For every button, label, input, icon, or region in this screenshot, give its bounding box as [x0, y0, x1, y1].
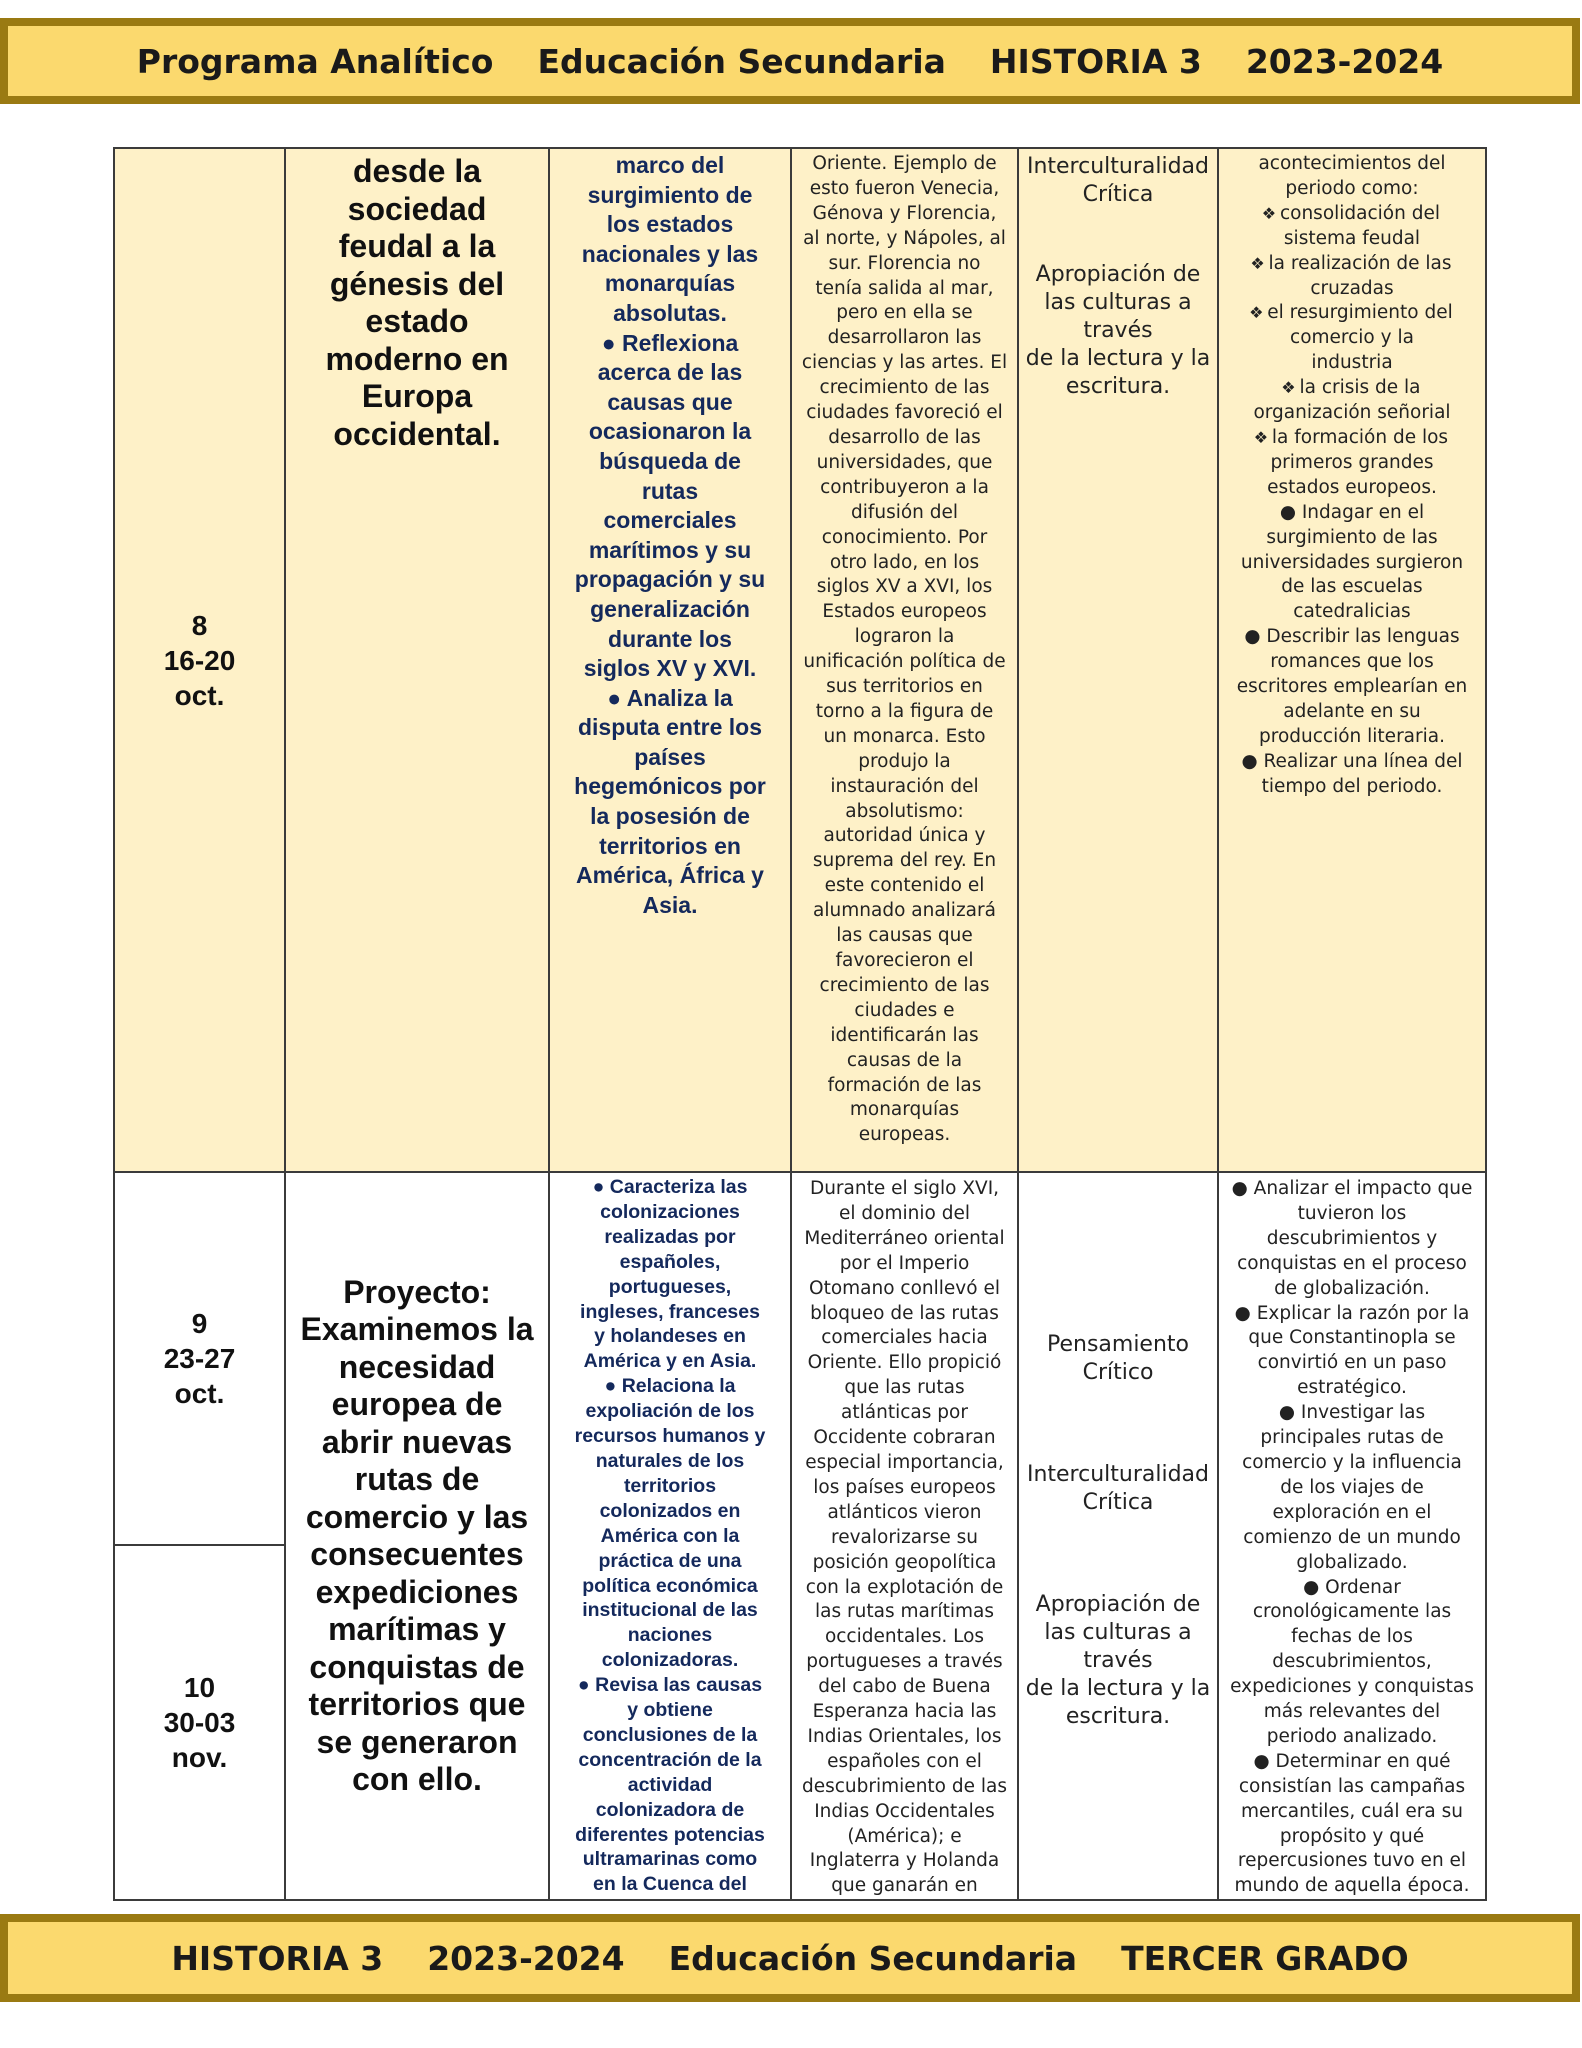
- text-line: marítimas y: [328, 1611, 506, 1648]
- week-cell: [114, 1172, 285, 1545]
- text-line: instauración del: [830, 775, 979, 797]
- text-line: causas que: [607, 388, 733, 415]
- text-line: territorios: [623, 1474, 717, 1497]
- text-line: ● Investigar las: [1278, 1402, 1426, 1424]
- text-line: América y en Asia.: [583, 1350, 757, 1373]
- text-line: esto fueron Venecia,: [809, 177, 1000, 199]
- text-line: ciudades e: [854, 999, 955, 1021]
- text-line: necesidad: [338, 1348, 496, 1385]
- text-line: tiempo del periodo.: [1261, 775, 1443, 797]
- text-line: ● Relaciona la: [604, 1375, 736, 1398]
- header-subject: HISTORIA 3: [989, 41, 1202, 81]
- text-line: ultramarinas como: [582, 1848, 758, 1871]
- table-row: [114, 148, 1486, 1172]
- text-line: Interculturalidad: [1026, 154, 1210, 179]
- text-line: escritura.: [1065, 374, 1171, 399]
- table-row: [114, 1172, 1486, 1545]
- text-line: universidades, que: [816, 451, 993, 473]
- text-line: expoliación de los: [585, 1400, 755, 1423]
- text-line: ● Analiza la: [607, 684, 733, 711]
- text-line: producción literaria.: [1259, 725, 1445, 747]
- text-line: durante los: [608, 625, 732, 652]
- text-line: abrir nuevas: [321, 1423, 513, 1460]
- text-line: comerciales: [603, 507, 737, 534]
- text-line: marítimos y su: [588, 536, 752, 563]
- text-line: Estados europeos: [822, 601, 987, 623]
- pda-text: [556, 1175, 784, 1897]
- text-line: universidades surgieron: [1240, 551, 1464, 573]
- text-line: lograron la: [854, 626, 955, 648]
- bullet-item: ❖ la crisis de la: [1225, 376, 1479, 401]
- text-line: atlánticas por: [841, 1402, 968, 1424]
- suggestions-intro: [1225, 152, 1479, 202]
- text-line: de los viajes de: [1280, 1476, 1424, 1498]
- text-line: desde la: [352, 153, 482, 189]
- text-line: Esperanza hacia las: [812, 1701, 997, 1723]
- text-line: Indias Occidentales: [814, 1800, 995, 1822]
- text-line: de la lectura y la: [1025, 1676, 1211, 1701]
- footer-subject: HISTORIA 3: [171, 1938, 384, 1978]
- text-line: especial importancia,: [805, 1451, 1004, 1473]
- text-line: mercantiles, cuál era su: [1241, 1800, 1463, 1822]
- spacer: [1025, 1517, 1211, 1591]
- text-line: españoles con el: [827, 1750, 982, 1772]
- eje-interculturalidad: [1025, 1461, 1211, 1517]
- text-line: crecimiento de las: [819, 377, 990, 399]
- text-line: colonizadoras.: [601, 1649, 739, 1672]
- week-month: oct.: [174, 1378, 225, 1410]
- text-line: propósito y qué: [1279, 1825, 1425, 1847]
- text-line: los países europeos: [813, 1476, 996, 1498]
- description-cell: [791, 1172, 1018, 1900]
- text-line: actividad: [627, 1773, 713, 1796]
- text-line: conclusiones de la: [582, 1723, 758, 1746]
- text-line: monarquías: [849, 1099, 960, 1121]
- text-line: naciones: [627, 1624, 713, 1647]
- pda-text: [556, 151, 784, 920]
- text-line: ciencias y las artes. El: [801, 352, 1008, 374]
- header-program: Programa Analítico: [136, 41, 494, 81]
- text-line: concentración de la: [578, 1748, 762, 1771]
- text-line: Europa: [361, 378, 473, 414]
- text-line: territorios que: [308, 1686, 526, 1723]
- text-line: industria: [1311, 352, 1393, 374]
- text-line: con ello.: [352, 1761, 482, 1798]
- footer-banner: [0, 1914, 1580, 2002]
- text-line: exploración en el: [1272, 1501, 1432, 1523]
- bullet-item: ❖ la realización de las: [1225, 252, 1479, 277]
- text-line: mundo de aquella época.: [1234, 1875, 1470, 1897]
- pda-cell: [549, 1172, 791, 1900]
- text-line: hegemónicos por: [574, 773, 766, 800]
- text-line: Crítico: [1082, 1360, 1154, 1385]
- text-line: adelante en su: [1283, 700, 1421, 722]
- content-cell: [285, 148, 549, 1172]
- text-line: primeros grandes: [1270, 451, 1434, 473]
- text-line: estratégico.: [1297, 1377, 1407, 1399]
- text-line: que ganarán en: [831, 1875, 978, 1897]
- eje-apropiacion: [1025, 261, 1211, 401]
- text-line: que las rutas: [844, 1377, 965, 1399]
- week-number: 8: [191, 609, 208, 641]
- week-number: 9: [191, 1308, 208, 1340]
- week-number: 10: [183, 1672, 216, 1704]
- week-month: nov.: [171, 1742, 228, 1774]
- text-line: través: [1083, 318, 1153, 343]
- text-line: comienzo de un mundo: [1243, 1526, 1461, 1548]
- text-line: conquistas en el proceso: [1237, 1252, 1467, 1274]
- text-line: autoridad única y: [823, 825, 986, 847]
- ejes-cell: [1018, 1172, 1218, 1900]
- text-line: al norte, y Nápoles, al: [803, 227, 1006, 249]
- text-line: monarquías: [604, 270, 736, 297]
- text-line: repercusiones tuvo en el: [1237, 1850, 1467, 1872]
- text-line: generalización: [590, 595, 750, 622]
- text-line: convirtió en un paso: [1257, 1352, 1447, 1374]
- text-line: colonizaciones: [600, 1200, 740, 1223]
- text-line: (América); e: [847, 1825, 962, 1847]
- text-line: posición geopolítica: [812, 1551, 997, 1573]
- text-line: Crítica: [1082, 182, 1154, 207]
- text-line: globalizado.: [1296, 1551, 1408, 1573]
- text-line: ● Indagar en el: [1279, 501, 1425, 523]
- text-line: revalorizarse su: [831, 1526, 978, 1548]
- text-line: siglos XV a XVI, los: [816, 576, 993, 598]
- text-line: ● Realizar una línea del: [1241, 750, 1463, 772]
- text-line: génesis del: [329, 265, 505, 302]
- text-line: consistían las campañas: [1238, 1775, 1466, 1797]
- description-cell: [791, 148, 1018, 1172]
- text-line: estado: [365, 303, 469, 339]
- text-line: Oriente. Ejemplo de: [812, 153, 997, 174]
- week-month: oct.: [174, 679, 225, 711]
- text-line: sur. Florencia no: [828, 252, 981, 274]
- text-line: ● Ordenar: [1303, 1576, 1401, 1598]
- text-line: y obtiene: [627, 1699, 713, 1722]
- eje-apropiacion: [1025, 1591, 1211, 1731]
- text-line: portugueses,: [608, 1275, 732, 1298]
- text-line: Interculturalidad: [1026, 1462, 1210, 1487]
- text-line: rutas: [641, 477, 699, 504]
- text-line: territorios en: [599, 832, 741, 859]
- text-line: feudal a la: [338, 228, 496, 264]
- text-line: marco del: [615, 152, 725, 178]
- text-line: suprema del rey. En: [812, 850, 997, 872]
- week-dates: 30-03: [163, 1707, 236, 1739]
- text-line: occidental.: [333, 415, 501, 452]
- text-line: tuvieron los: [1297, 1202, 1407, 1224]
- text-line: por el Imperio: [839, 1252, 970, 1274]
- footer-grade: TERCER GRADO: [1121, 1938, 1409, 1978]
- text-line: acerca de las: [597, 359, 743, 386]
- text-line: las rutas marítimas: [815, 1601, 994, 1623]
- text-line: favorecieron el: [835, 950, 974, 971]
- text-line: ● Explicar la razón por la: [1234, 1302, 1470, 1324]
- week-dates: 23-27: [163, 1343, 236, 1375]
- text-line: América, África y: [576, 862, 764, 889]
- content-cell: [285, 1172, 549, 1900]
- text-line: crecimiento de las: [819, 974, 990, 996]
- text-line: de globalización.: [1274, 1277, 1430, 1299]
- text-line: descubrimientos,: [1272, 1651, 1432, 1673]
- week-dates: 16-20: [163, 644, 236, 676]
- text-line: moderno en: [325, 340, 509, 377]
- text-line: Inglaterra y Holanda: [809, 1850, 1000, 1872]
- text-line: colonizadora de: [595, 1798, 745, 1821]
- text-line: europea de: [331, 1386, 503, 1423]
- week-cell: [114, 1545, 285, 1900]
- text-line: acontecimientos del: [1258, 153, 1446, 174]
- text-line: escritores emplearían en: [1236, 676, 1468, 698]
- text-line: conquistas de: [309, 1648, 525, 1685]
- text-line: romances que los: [1270, 651, 1434, 673]
- text-line: unificación política de: [803, 651, 1006, 673]
- text-line: atlánticos vieron: [827, 1501, 982, 1523]
- text-line: absolutas.: [613, 299, 727, 326]
- text-line: ● Determinar en qué: [1253, 1750, 1451, 1772]
- text-line: que Constantinopla se: [1248, 1327, 1456, 1349]
- text-line: Proyecto:: [343, 1273, 491, 1310]
- text-line: institucional de las: [582, 1599, 758, 1622]
- text-line: las culturas a: [1044, 1620, 1192, 1645]
- text-line: Indias Orientales, los: [807, 1725, 1002, 1747]
- ejes-cell: [1018, 148, 1218, 1172]
- text-line: comercio y la influencia: [1242, 1451, 1462, 1473]
- text-line: recursos humanos y: [574, 1425, 766, 1448]
- text-line: descubrimientos y: [1266, 1227, 1438, 1249]
- suggestions-text: [1225, 1177, 1479, 1899]
- text-line: cruzadas: [1310, 277, 1394, 299]
- text-line: Oriente. Ello propició: [807, 1352, 1002, 1374]
- text-line: propagación y su: [574, 566, 766, 593]
- text-line: organización señorial: [1253, 402, 1451, 424]
- text-line: Asia.: [642, 891, 698, 918]
- text-line: ● Revisa las causas: [577, 1674, 763, 1697]
- text-line: Génova y Florencia,: [812, 202, 997, 224]
- text-line: colonizados en: [599, 1499, 741, 1522]
- text-line: portugueses a través: [806, 1651, 1003, 1673]
- bullet-item: ❖ la formación de los: [1225, 426, 1479, 451]
- text-line: contribuyeron a la: [820, 476, 989, 498]
- text-line: países: [634, 743, 706, 770]
- program-table: [113, 147, 1487, 1901]
- text-line: bloqueo de las rutas: [810, 1302, 999, 1324]
- text-line: surgimiento de: [587, 181, 753, 208]
- footer-year: 2023-2024: [427, 1938, 625, 1978]
- text-line: causas de la: [846, 1049, 963, 1071]
- bullet-item: ❖ consolidación del: [1225, 202, 1479, 227]
- suggestions-rest: [1225, 501, 1479, 800]
- text-line: fechas de los: [1291, 1626, 1413, 1648]
- text-line: Examinemos la: [300, 1311, 534, 1348]
- text-line: en la Cuenca del: [593, 1873, 747, 1896]
- text-line: produjo la: [858, 750, 951, 772]
- text-line: los estados: [606, 211, 734, 238]
- text-line: ● Describir las lenguas: [1244, 626, 1460, 648]
- header-level: Educación Secundaria: [537, 41, 946, 81]
- text-line: desarrollo de las: [828, 426, 981, 448]
- text-line: Apropiación de: [1035, 1592, 1201, 1617]
- text-line: través: [1083, 1648, 1153, 1673]
- text-line: cronológicamente las: [1252, 1601, 1452, 1623]
- spacer: [1025, 1387, 1211, 1461]
- text-line: principales rutas de: [1260, 1427, 1444, 1449]
- text-line: de la lectura y la: [1025, 346, 1211, 371]
- text-line: y holandeses en: [594, 1325, 746, 1348]
- text-line: Apropiación de: [1035, 262, 1201, 287]
- text-line: españoles,: [619, 1250, 721, 1273]
- spacer: [1025, 209, 1211, 261]
- text-line: Durante el siglo XVI,: [809, 1178, 1000, 1199]
- text-line: identificarán las: [830, 1024, 979, 1046]
- text-line: Occidente cobraran: [813, 1427, 996, 1449]
- text-line: un monarca. Esto: [823, 725, 986, 747]
- text-line: nacionales y las: [581, 240, 759, 267]
- text-line: escritura.: [1065, 1704, 1171, 1729]
- text-line: Otomano conllevó el: [809, 1277, 1000, 1299]
- text-line: Pensamiento: [1046, 1332, 1189, 1357]
- text-line: alumnado analizará: [813, 900, 996, 922]
- bullet-item: ❖ el resurgimiento del: [1225, 301, 1479, 326]
- text-line: otro lado, en los: [829, 551, 980, 573]
- text-line: este contenido el: [824, 875, 985, 897]
- text-line: con la explotación de: [805, 1576, 1004, 1598]
- week-cell: [114, 148, 285, 1172]
- header-year: 2023-2024: [1245, 41, 1444, 81]
- text-line: surgimiento de las: [1266, 526, 1438, 548]
- text-line: difusión del: [850, 501, 959, 523]
- text-line: formación de las: [827, 1074, 982, 1096]
- text-line: pero en ella se: [836, 302, 973, 324]
- text-line: diferentes potencias: [575, 1823, 765, 1846]
- text-line: absolutismo:: [845, 800, 964, 822]
- text-line: las culturas a: [1044, 290, 1192, 315]
- text-line: ● Analizar el impacto que: [1231, 1178, 1473, 1199]
- text-line: sus territorios en: [826, 676, 983, 698]
- text-line: sociedad: [347, 190, 487, 227]
- eje-pensamiento: [1025, 1331, 1211, 1387]
- text-line: comerciales hacia: [821, 1327, 988, 1349]
- text-line: expediciones y conquistas: [1230, 1676, 1474, 1698]
- description-text: [798, 1177, 1011, 1899]
- text-line: tenía salida al mar,: [815, 277, 994, 299]
- text-line: Mediterráneo oriental: [804, 1227, 1005, 1249]
- text-line: rutas de: [354, 1461, 480, 1498]
- text-line: descubrimiento de las: [802, 1775, 1007, 1797]
- text-line: disputa entre los: [577, 714, 763, 741]
- description-text: [798, 152, 1011, 1148]
- text-line: comercio y la: [1290, 327, 1414, 349]
- text-line: periodo como:: [1285, 177, 1419, 199]
- text-line: consecuentes: [310, 1536, 524, 1573]
- text-line: estados europeos.: [1267, 476, 1437, 498]
- text-line: occidentales. Los: [824, 1626, 985, 1648]
- text-line: ocasionaron la: [588, 418, 752, 445]
- text-line: las causas que: [836, 925, 973, 947]
- pda-cell: [549, 148, 791, 1172]
- text-line: se generaron: [316, 1723, 518, 1760]
- suggestions-bullets: [1225, 202, 1479, 501]
- text-line: el dominio del: [839, 1202, 970, 1224]
- text-line: política económica: [582, 1574, 758, 1597]
- text-line: ● Reflexiona: [601, 329, 739, 356]
- text-line: desarrollaron las: [827, 327, 982, 349]
- text-line: ingleses, franceses: [580, 1300, 760, 1323]
- text-line: siglos XV y XVI.: [583, 655, 757, 682]
- text-line: catedralicias: [1293, 601, 1411, 623]
- text-line: periodo analizado.: [1266, 1725, 1438, 1747]
- text-line: la posesión de: [590, 803, 750, 830]
- text-line: ciudades favoreció el: [806, 402, 1003, 424]
- header-banner: [0, 18, 1580, 104]
- text-line: sistema feudal: [1283, 227, 1421, 249]
- text-line: del cabo de Buena: [818, 1676, 991, 1698]
- text-line: de las escuelas: [1281, 576, 1423, 598]
- text-line: expediciones: [315, 1573, 519, 1610]
- content-text: [292, 153, 542, 453]
- suggestions-cell: [1218, 1172, 1486, 1900]
- text-line: más relevantes del: [1263, 1701, 1441, 1723]
- text-line: América con la: [600, 1524, 740, 1547]
- footer-level: Educación Secundaria: [668, 1938, 1078, 1978]
- text-line: europeas.: [858, 1124, 951, 1146]
- text-line: Crítica: [1082, 1490, 1154, 1515]
- text-line: naturales de los: [595, 1449, 745, 1472]
- text-line: ● Caracteriza las: [592, 1176, 748, 1198]
- text-line: práctica de una: [598, 1549, 742, 1572]
- text-line: realizadas por: [604, 1225, 736, 1248]
- text-line: búsqueda de: [599, 447, 741, 474]
- text-line: conocimiento. Por: [821, 526, 988, 548]
- eje-interculturalidad: [1025, 153, 1211, 209]
- suggestions-cell: [1218, 148, 1486, 1172]
- text-line: torno a la figura de: [815, 700, 994, 722]
- content-text: [292, 1274, 542, 1799]
- text-line: comercio y las: [305, 1498, 529, 1535]
